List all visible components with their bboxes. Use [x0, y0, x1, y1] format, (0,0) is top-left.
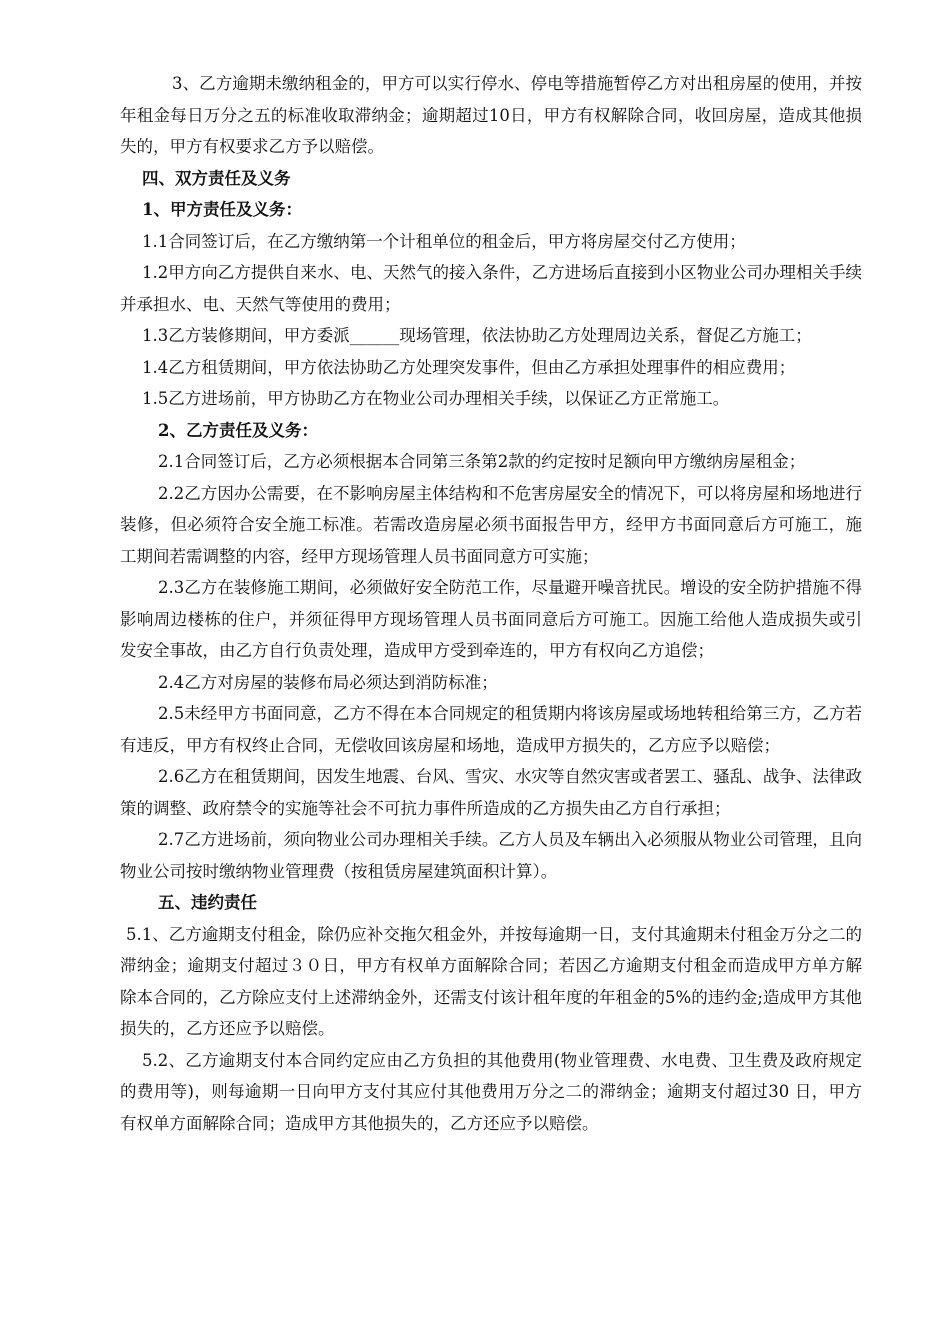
- clause-2-6: 2.6乙方在租赁期间，因发生地震、台风、雪灾、水灾等自然灾害或者罢工、骚乱、战争、法律政策的调整、政府禁令的实施等社会不可抗力事件所造成的乙方损失由乙方自行承担；: [120, 767, 862, 818]
- clause-1-5: 1.5乙方进场前，甲方协助乙方在物业公司办理相关手续，以保证乙方正常施工。: [142, 389, 730, 408]
- clause-5-1: 5.1、乙方逾期支付租金，除仍应补交拖欠租金外，并按每逾期一日，支付其逾期未付租金万分之二的滞纳金；逾期支付超过３０日，甲方有权单方面解除合同；若因乙方逾期支付租金而造成甲方单方解除本合同的，乙方除应支付上述滞纳金外，还需支付该计租年度的年租金的5%的违约金;造成甲方其他损失的，乙方还应予以赔偿。: [120, 924, 862, 1038]
- clause-3-late-rent: 3、乙方逾期未缴纳租金的，甲方可以实行停水、停电等措施暂停乙方对出租房屋的使用，并按年租金每日万分之五的标准收取滞纳金；逾期超过10日，甲方有权解除合同，收回房屋，造成其他损失的，甲方有权要求乙方予以赔偿。: [120, 74, 862, 156]
- clause-2-3: 2.3乙方在装修施工期间，必须做好安全防范工作，尽量避开噪音扰民。增设的安全防护措施不得影响周边楼栋的住户，并须征得甲方现场管理人员书面同意后方可施工。因施工给他人造成损失或引发安全事故，由乙方自行负责处理，造成甲方受到牵连的，甲方有权向乙方追偿；: [120, 578, 862, 660]
- party-a-duties-heading: 1、甲方责任及义务：: [142, 200, 302, 219]
- clause-1-1: 1.1合同签订后，在乙方缴纳第一个计租单位的租金后，甲方将房屋交付乙方使用；: [142, 231, 746, 251]
- clause-1-2: 1.2甲方向乙方提供自来水、电、天然气的接入条件，乙方进场后直接到小区物业公司办理相关手续并承担水、电、天然气等使用的费用；: [120, 263, 862, 314]
- section-4-heading: 四、双方责任及义务: [142, 168, 291, 188]
- section-5-heading: 五、违约责任: [158, 893, 257, 912]
- clause-2-1: 2.1合同签订后，乙方必须根据本合同第三条第2款的约定按时足额向甲方缴纳房屋租金；: [158, 452, 806, 471]
- party-b-duties-heading: 2、乙方责任及义务：: [158, 420, 318, 440]
- clause-2-2: 2.2乙方因办公需要，在不影响房屋主体结构和不危害房屋安全的情况下，可以将房屋和场地进行装修，但必须符合安全施工标准。若需改造房屋必须书面报告甲方，经甲方书面同意后方可施工，施工期间若需调整的内容，经甲方现场管理人员书面同意方可实施；: [120, 483, 862, 566]
- clause-2-7: 2.7乙方进场前，须向物业公司办理相关手续。乙方人员及车辆出入必须服从物业公司管理，且向物业公司按时缴纳物业管理费（按租赁房屋建筑面积计算）。: [120, 830, 862, 881]
- clause-2-4: 2.4乙方对房屋的装修布局必须达到消防标准；: [158, 672, 498, 692]
- clause-5-2: 5.2、乙方逾期支付本合同约定应由乙方负担的其他费用(物业管理费、水电费、卫生费及政府规定的费用等)，则每逾期一日向甲方支付其应付其他费用万分之二的滞纳金；逾期支付超过30 日，甲方有权单方面解除合同；造成甲方其他损失的，乙方还应予以赔偿。: [120, 1050, 862, 1133]
- clause-1-3: 1.3乙方装修期间，甲方委派______现场管理，依法协助乙方处理周边关系，督促乙方施工；: [142, 326, 812, 345]
- clause-1-4: 1.4乙方租赁期间，甲方依法协助乙方处理突发事件，但由乙方承担处理事件的相应费用；: [142, 357, 796, 377]
- clause-2-5: 2.5未经甲方书面同意，乙方不得在本合同规定的租赁期内将该房屋或场地转租给第三方，乙方若有违反，甲方有权终止合同，无偿收回该房屋和场地，造成甲方损失的，乙方应予以赔偿；: [120, 704, 862, 755]
